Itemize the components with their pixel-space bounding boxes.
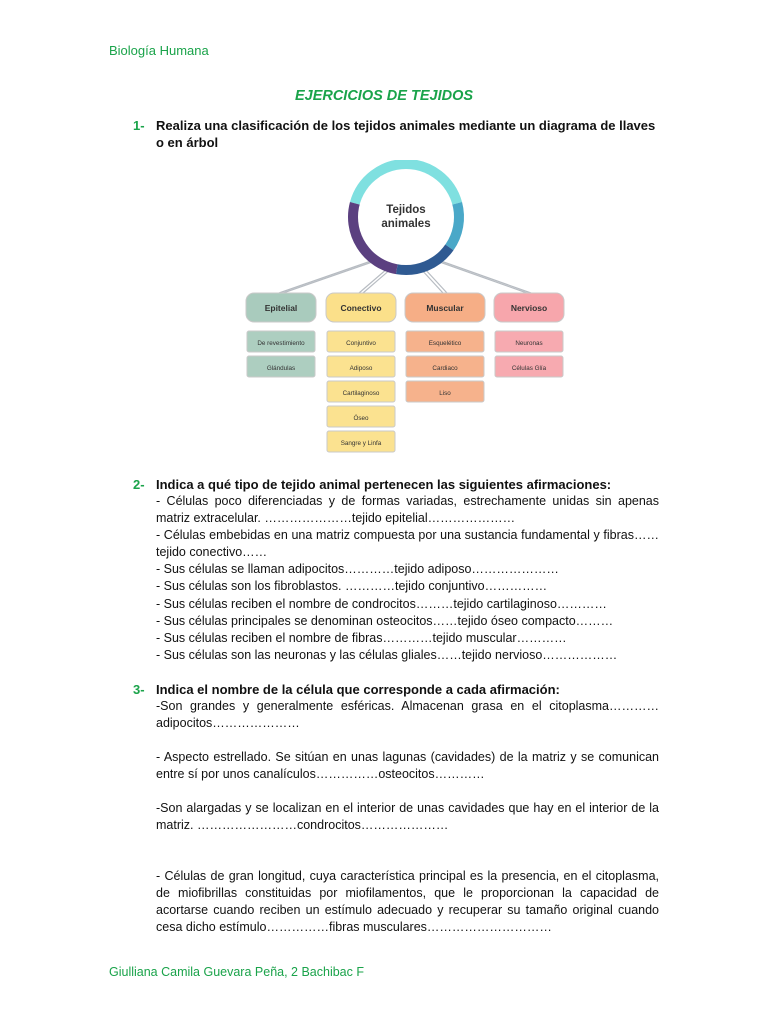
q3-paragraph: -Son alargadas y se localizan en el interior de unas cavidades que hay en el interior de la matriz. ……………………condrocitos…………………: [156, 801, 659, 833]
q2-line: - Sus células se llaman adipocitos…………tejido adiposo…………………: [156, 562, 559, 577]
q2-number: 2-: [133, 477, 145, 492]
root-center: [358, 169, 454, 265]
branch-item-label: Esquelético: [428, 340, 462, 347]
branch-header-label: Conectivo: [340, 303, 382, 313]
branch-muscular: [405, 293, 485, 402]
connector-line: [438, 260, 531, 293]
q2-line: - Células embebidas en una matriz compuesta por una sustancia fundamental y fibras……tejido conectivo……: [156, 528, 659, 560]
connector-line: [283, 260, 378, 293]
course-header: Biología Humana: [109, 43, 209, 58]
q1-number: 1-: [133, 118, 145, 133]
branch-header-label: Nervioso: [510, 303, 548, 313]
root-label-line1: Tejidos: [386, 204, 426, 216]
q1-text: Realiza una clasificación de los tejidos animales mediante un diagrama de llaves o en árbol: [156, 118, 656, 150]
q3-number: 3-: [133, 682, 145, 697]
connector-line: [434, 260, 527, 293]
page-title: EJERCICIOS DE TEJIDOS: [294, 88, 474, 104]
branch-item-label: Liso: [439, 390, 451, 397]
q2-line: - Sus células son las neuronas y las células gliales……tejido nervioso………………: [156, 647, 618, 662]
q2-text: Indica a qué tipo de tejido animal pertenecen las siguientes afirmaciones:: [156, 477, 612, 492]
branch-item-label: Adiposo: [349, 365, 373, 372]
q3-item: [156, 868, 659, 936]
branch-item-label: Células Glía: [511, 365, 547, 372]
q2-line: - Sus células son los fibroblastos. …………tejido conjuntivo……………: [156, 579, 548, 594]
q3-paragraph: - Células de gran longitud, cuya característica principal es la presencia, en el citoplasma, de miofibrillas constituidas por miofilamentos, que le proporcionan la capacidad de acortarse cuando reciben un estímulo adecuado y recuperar su tamaño original cuando cesa dicho estímulo……………fibras musculares…………………………: [156, 869, 659, 935]
q2-line: - Sus células reciben el nombre de fibras…………tejido muscular…………: [156, 630, 567, 645]
author-footer: Giulliana Camila Guevara Peña, 2 Bachibac F: [109, 965, 364, 979]
branch-item-label: Óseo: [353, 415, 369, 422]
branch-item-label: De revestimiento: [257, 340, 305, 347]
q3-text: Indica el nombre de la célula que corresponde a cada afirmación:: [156, 682, 560, 697]
branch-conectivo: [326, 293, 396, 452]
q3-item: [156, 800, 659, 834]
branch-item-label: Cardiaco: [432, 365, 458, 372]
q2-answers: [156, 493, 659, 664]
branch-item-label: Glándulas: [266, 365, 296, 372]
connector-line: [359, 268, 388, 293]
branch-epitelial: [246, 293, 316, 377]
branch-nervioso: [494, 293, 564, 377]
q3-paragraph: -Son grandes y generalmente esféricas. Almacenan grasa en el citoplasma…………adipocitos…………………: [156, 699, 659, 731]
branch-header-label: Muscular: [426, 303, 464, 313]
tissue-tree-diagram: [238, 160, 574, 465]
q2-line: - Sus células reciben el nombre de condrocitos………tejido cartilaginoso…………: [156, 596, 607, 611]
connector-line: [279, 260, 374, 293]
connector-line: [424, 268, 447, 293]
q2-line: - Sus células principales se denominan osteocitos……tejido óseo compacto………: [156, 613, 614, 628]
q3-paragraph: - Aspecto estrellado. Se sitúan en unas lagunas (cavidades) de la matriz y se comunican entre sí por unos canalículos……………osteocitos…………: [156, 750, 659, 782]
q3-item: [156, 749, 659, 783]
branch-item-label: Sangre y Linfa: [340, 440, 382, 447]
root-label-line2: animales: [381, 218, 431, 230]
q2-line: - Células poco diferenciadas y de formas variadas, estrechamente unidas sin apenas matriz extracelular. …………………tejido epitelial…………………: [156, 494, 659, 526]
branch-item-label: Cartilaginoso: [342, 390, 380, 397]
branch-item-label: Conjuntivo: [346, 340, 376, 347]
q3-item: [156, 698, 659, 732]
branch-header-label: Epitelial: [264, 303, 298, 313]
branch-item-label: Neuronas: [515, 340, 543, 347]
diagram-branches: [246, 293, 564, 452]
